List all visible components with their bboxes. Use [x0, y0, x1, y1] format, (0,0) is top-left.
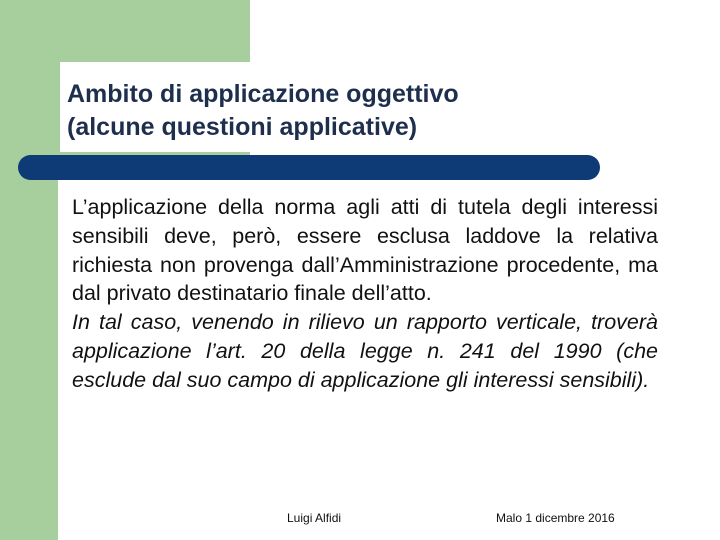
title-underline-bar — [18, 155, 600, 180]
slide-title-line-1: Ambito di applicazione oggettivo — [67, 80, 459, 108]
footer-date: Malo 1 dicembre 2016 — [496, 511, 615, 525]
left-accent-strip — [0, 155, 58, 540]
slide-title — [67, 78, 667, 144]
body-paragraph-2: In tal caso, venendo in rilievo un rapporto verticale, troverà applicazione l’art. 20 della legge n. 241 del 1990 (che esclude dal suo campo di applicazione gli interessi sensibili). — [72, 310, 658, 392]
footer-author: Luigi Alfidi — [287, 511, 342, 525]
slide-title-line-2: (alcune questioni applicative) — [67, 113, 418, 141]
slide-body — [72, 193, 658, 395]
body-paragraph-1: L’applicazione della norma agli atti di tutela degli interessi sensibili deve, però, essere esclusa laddove la relativa richiesta non provenga dall’Amministrazione procedente, ma dal privato destinatario finale dell’atto. — [72, 195, 658, 306]
